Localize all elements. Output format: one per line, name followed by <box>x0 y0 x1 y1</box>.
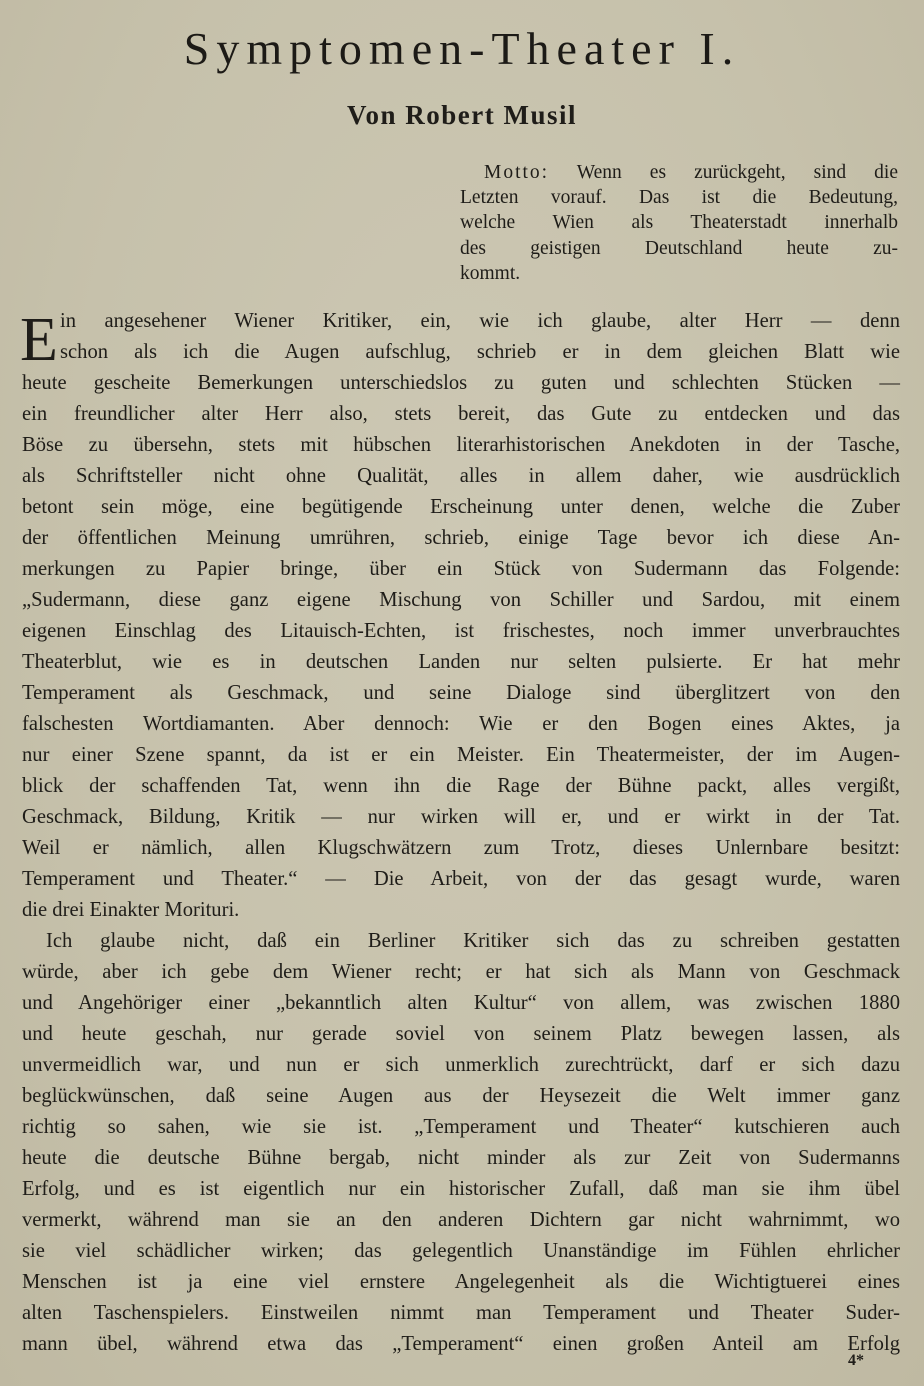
motto-line: kommt. <box>460 262 521 284</box>
body-line: Ich glaube nicht, daß ein Berliner Kritiker sich das zu schreiben gestatten <box>46 930 900 952</box>
motto-line: Letzten vorauf. Das ist die Bedeutung, <box>460 187 898 209</box>
body-line: sie viel schädlicher wirken; das gelegentlich Unanständige im Fühlen ehrlicher <box>22 1240 900 1262</box>
body-line: merkungen zu Papier bringe, über ein Stück von Sudermann das Folgende: <box>22 558 900 580</box>
body-line: richtig so sahen, wie sie ist. „Temperament und Theater“ kutschieren auch <box>22 1116 900 1138</box>
article-author: Von Robert Musil <box>346 100 578 130</box>
paragraph-2 <box>22 926 900 1360</box>
body-line: Temperament als Geschmack, und seine Dialoge sind überglitzert von den <box>22 682 900 704</box>
body-line: Geschmack, Bildung, Kritik — nur wirken will er, und er wirkt in der Tat. <box>22 806 900 828</box>
body-line: nur einer Szene spannt, da ist er ein Meister. Ein Theatermeister, der im Augen- <box>22 744 900 766</box>
body-line: alten Taschenspielers. Einstweilen nimmt man Temperament und Theater Suder- <box>22 1302 900 1324</box>
body-line: beglückwünschen, daß seine Augen aus der Heysezeit die Welt immer ganz <box>22 1085 900 1107</box>
body-line: mann übel, während etwa das „Temperament“ einen großen Anteil am Erfolg <box>22 1333 900 1355</box>
body-line: heute gescheite Bemerkungen unterschiedslos zu guten und schlechten Stücken — <box>22 372 900 394</box>
motto-line: des geistigen Deutschland heute zu- <box>460 237 898 259</box>
body-line: Theaterblut, wie es in deutschen Landen nur selten pulsierte. Er hat mehr <box>22 651 900 673</box>
body-line: vermerkt, während man sie an den anderen Dichtern gar nicht wahrnimmt, wo <box>22 1209 900 1231</box>
body-line: ein freundlicher alter Herr also, stets bereit, das Gute zu entdecken und das <box>22 403 900 425</box>
body-line: als Schriftsteller nicht ohne Qualität, alles in allem daher, wie ausdrücklich <box>22 465 900 487</box>
body-line: und Angehöriger einer „bekanntlich alten Kultur“ von allem, was zwischen 1880 <box>22 992 900 1014</box>
drop-cap: E <box>20 306 58 374</box>
body-line: der öffentlichen Meinung umrühren, schrieb, einige Tage bevor ich diese An- <box>22 527 900 549</box>
motto-block <box>460 160 898 286</box>
motto-line <box>460 160 898 185</box>
body-line: die drei Einakter Morituri. <box>22 899 240 921</box>
body-line: Böse zu übersehn, stets mit hübschen literarhistorischen Anekdoten in der Tasche, <box>22 434 900 456</box>
body-line: eigenen Einschlag des Litauisch-Echten, ist frischestes, noch immer unverbrauchtes <box>22 620 900 642</box>
body-line: heute die deutsche Bühne bergab, nicht minder als zur Zeit von Sudermanns <box>22 1147 900 1169</box>
body-line: und heute geschah, nur gerade soviel von seinem Platz bewegen lassen, als <box>22 1023 900 1045</box>
motto-label: Motto: <box>484 162 550 183</box>
article-body <box>22 306 900 1360</box>
body-line: Erfolg, und es ist eigentlich nur ein historischer Zufall, daß man sie ihm übel <box>22 1178 900 1200</box>
body-line: Menschen ist ja eine viel ernstere Angelegenheit als die Wichtigtuerei eines <box>22 1271 900 1293</box>
body-line: falschesten Wortdiamanten. Aber dennoch: Wie er den Bogen eines Aktes, ja <box>22 713 900 735</box>
body-line: in angesehener Wiener Kritiker, ein, wie ich glaube, alter Herr — denn <box>60 310 900 332</box>
body-line: Weil er nämlich, allen Klugschwätzern zum Trotz, dieses Unlernbare besitzt: <box>22 837 900 859</box>
article-title: Symptomen-Theater I. <box>183 23 741 74</box>
body-line: Temperament und Theater.“ — Die Arbeit, von der das gesagt wurde, waren <box>22 868 900 890</box>
body-line: unvermeidlich war, und nun er sich unmerklich zurechtrückt, darf er sich dazu <box>22 1054 900 1076</box>
paragraph-1 <box>22 306 900 926</box>
page-signature-mark: 4* <box>848 1352 864 1369</box>
body-line: schon als ich die Augen aufschlug, schrieb er in dem gleichen Blatt wie <box>60 341 900 363</box>
body-line: „Sudermann, diese ganz eigene Mischung von Schiller und Sardou, mit einem <box>22 589 900 611</box>
body-line: blick der schaffenden Tat, wenn ihn die Rage der Bühne packt, alles vergißt, <box>22 775 900 797</box>
body-line: würde, aber ich gebe dem Wiener recht; er hat sich als Mann von Geschmack <box>22 961 900 983</box>
body-line: betont sein möge, eine begütigende Erscheinung unter denen, welche die Zuber <box>22 496 900 518</box>
motto-line-text: Wenn es zurückgeht, sind die <box>549 162 898 183</box>
motto-line: welche Wien als Theaterstadt innerhalb <box>460 212 898 234</box>
